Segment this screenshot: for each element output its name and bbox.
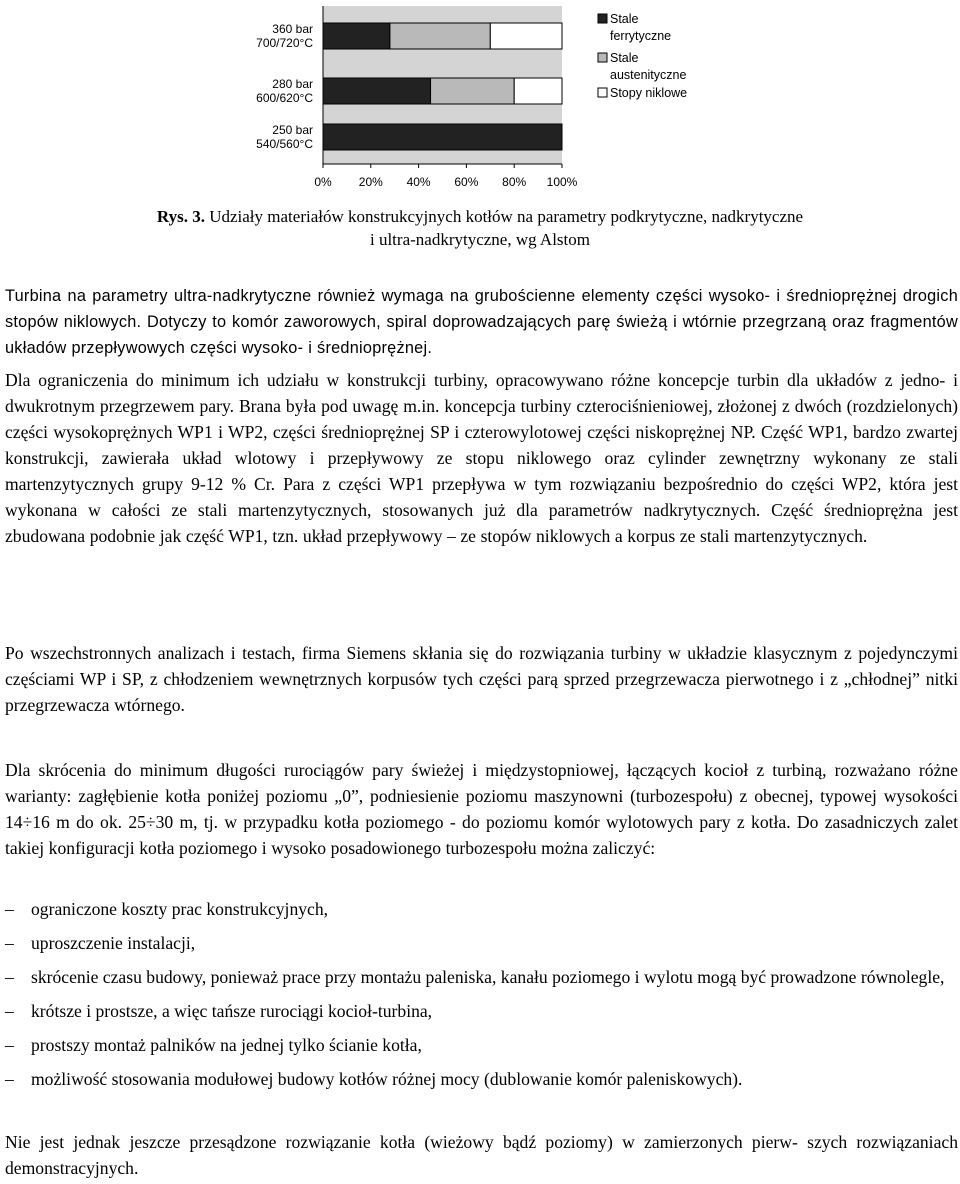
stacked-bar-chart (0, 0, 960, 196)
legend-label: Stale austenityczne (610, 51, 687, 82)
x-tick-label: 0% (314, 175, 332, 189)
x-tick-label: 80% (502, 175, 527, 189)
list-item (5, 930, 958, 956)
list-item (5, 998, 958, 1024)
paragraph-4: Nie jest jednak jeszcze przesądzone rozwiązanie kotła (wieżowy bądź poziomy) w zamierzonych pierw- szych rozwiązaniach demonstracyjnych. (5, 1132, 958, 1178)
bar-segment (514, 78, 562, 104)
list-item (5, 896, 958, 922)
list-item (5, 1032, 958, 1058)
dash-bullet: – (5, 899, 14, 919)
bar-segment (323, 78, 431, 104)
paragraph-1b: Dla ograniczenia do minimum ich udziału w konstrukcji turbiny, opracowywano różne koncepcje turbin dla układów z jedno- i dwukrotnym przegrzewem pary. Brana była pod uwagę m.in. koncepcja turbiny czterociśnieniowej, złożonej z dwóch (rozdzielonych) części wysokoprężnych WP1 i WP2, części średnioprężnej SP i czterowylotowej części niskoprężnej NP. Część WP1, bardzo zwartej konstrukcji, zawierała układ wlotowy i przepływowy ze stopu niklowego oraz cylinder zewnętrzny wykonany ze stali martenzytycznych grupy 9-12 % Cr. Para z części WP1 przepływa w tym rozwiązaniu bezpośrednio do części WP2, która jest wykonana w całości ze stali martenzytycznych, stosowanych już dla parametrów nadkrytycznych. Część średnioprężna jest zbudowana podobnie jak część WP1, tzn. układ przepływowy – ze stopów niklowych a korpus ze stali martenzytycznych. (5, 370, 958, 546)
dash-bullet: – (5, 1001, 14, 1021)
y-tick-label: 250 bar 540/560°C (256, 123, 313, 151)
figure-caption-line-1 (0, 206, 960, 227)
chart-svg (0, 0, 960, 196)
y-tick-label: 280 bar 600/620°C (256, 77, 313, 105)
list-item (5, 964, 958, 990)
list-item-text: ograniczone koszty prac konstrukcyjnych, (31, 899, 329, 919)
list-item-text: skrócenie czasu budowy, ponieważ prace przy montażu paleniska, kanału poziomego i wylotu mogą być prowadzone równolegle, (31, 967, 945, 987)
legend-swatch (598, 53, 607, 62)
dash-bullet: – (5, 1035, 14, 1055)
legend-swatch (598, 88, 607, 97)
x-tick-label: 40% (406, 175, 431, 189)
dash-bullet: – (5, 1069, 14, 1089)
list-item-text: możliwość stosowania modułowej budowy kotłów różnej mocy (dublowanie komór paleniskowych). (31, 1069, 743, 1089)
paragraph-3: Dla skrócenia do minimum długości rurociągów pary świeżej i międzystopniowej, łączących kocioł z turbiną, rozważano różne warianty: zagłębienie kotła poniżej poziomu „0”, podniesienie poziomu maszynowni (turbozespołu) z obecnej, typowej wysokości 14÷16 m do ok. 25÷30 m, tj. w przypadku kotła poziomego - do poziomu komór wylotowych pary z kotła. Do zasadniczych zalet takiej konfiguracji kotła poziomego i wysoko posadowionego turbozespołu można zaliczyć: (5, 760, 958, 858)
advantages-list (5, 896, 958, 1100)
dash-bullet: – (5, 933, 14, 953)
bar-segment (490, 23, 562, 49)
caption-text-1: Udziały materiałów konstrukcyjnych kotłów na parametry podkrytyczne, nadkrytyczne (209, 207, 804, 226)
bar-segment (323, 23, 390, 49)
legend-label: Stale ferrytyczne (610, 12, 672, 43)
dash-bullet: – (5, 967, 14, 987)
bar-segment (431, 78, 515, 104)
x-tick-label: 100% (546, 175, 578, 189)
legend-label: Stopy niklowe (610, 86, 688, 100)
list-item-text: uproszczenie instalacji, (31, 933, 196, 953)
list-item (5, 1066, 958, 1092)
paragraph-1a: Turbina na parametry ultra-nadkrytyczne również wymaga na grubościenne elementy części wysoko- i średnioprężnej drogich stopów niklowych. Dotyczy to komór zaworowych, spiral doprowadzających parę świeżą i wtórnie przegrzaną oraz fragmentów układów przepływowych części wysoko- i średnioprężnej. (5, 287, 958, 357)
paragraph-2: Po wszechstronnych analizach i testach, firma Siemens skłania się do rozwiązania turbiny w układzie klasycznym z pojedynczymi częściami WP i SP, z chłodzeniem wewnętrznych korpusów tych części parą sprzed przegrzewacza pierwotnego i z „chłodnej” nitki przegrzewacza wtórnego. (5, 643, 958, 715)
legend-swatch (598, 14, 607, 23)
figure-caption-line-2: i ultra-nadkrytyczne, wg Alstom (369, 230, 590, 249)
bar-segment (323, 124, 562, 150)
y-tick-label: 360 bar 700/720°C (256, 22, 313, 50)
list-item-text: prostszy montaż palników na jednej tylko ścianie kotła, (31, 1035, 422, 1055)
x-tick-label: 60% (454, 175, 479, 189)
bar-segment (390, 23, 490, 49)
x-tick-label: 20% (358, 175, 383, 189)
list-item-text: krótsze i prostsze, a więc tańsze rurociągi kocioł-turbina, (31, 1001, 433, 1021)
caption-prefix: Rys. 3. (156, 207, 205, 226)
